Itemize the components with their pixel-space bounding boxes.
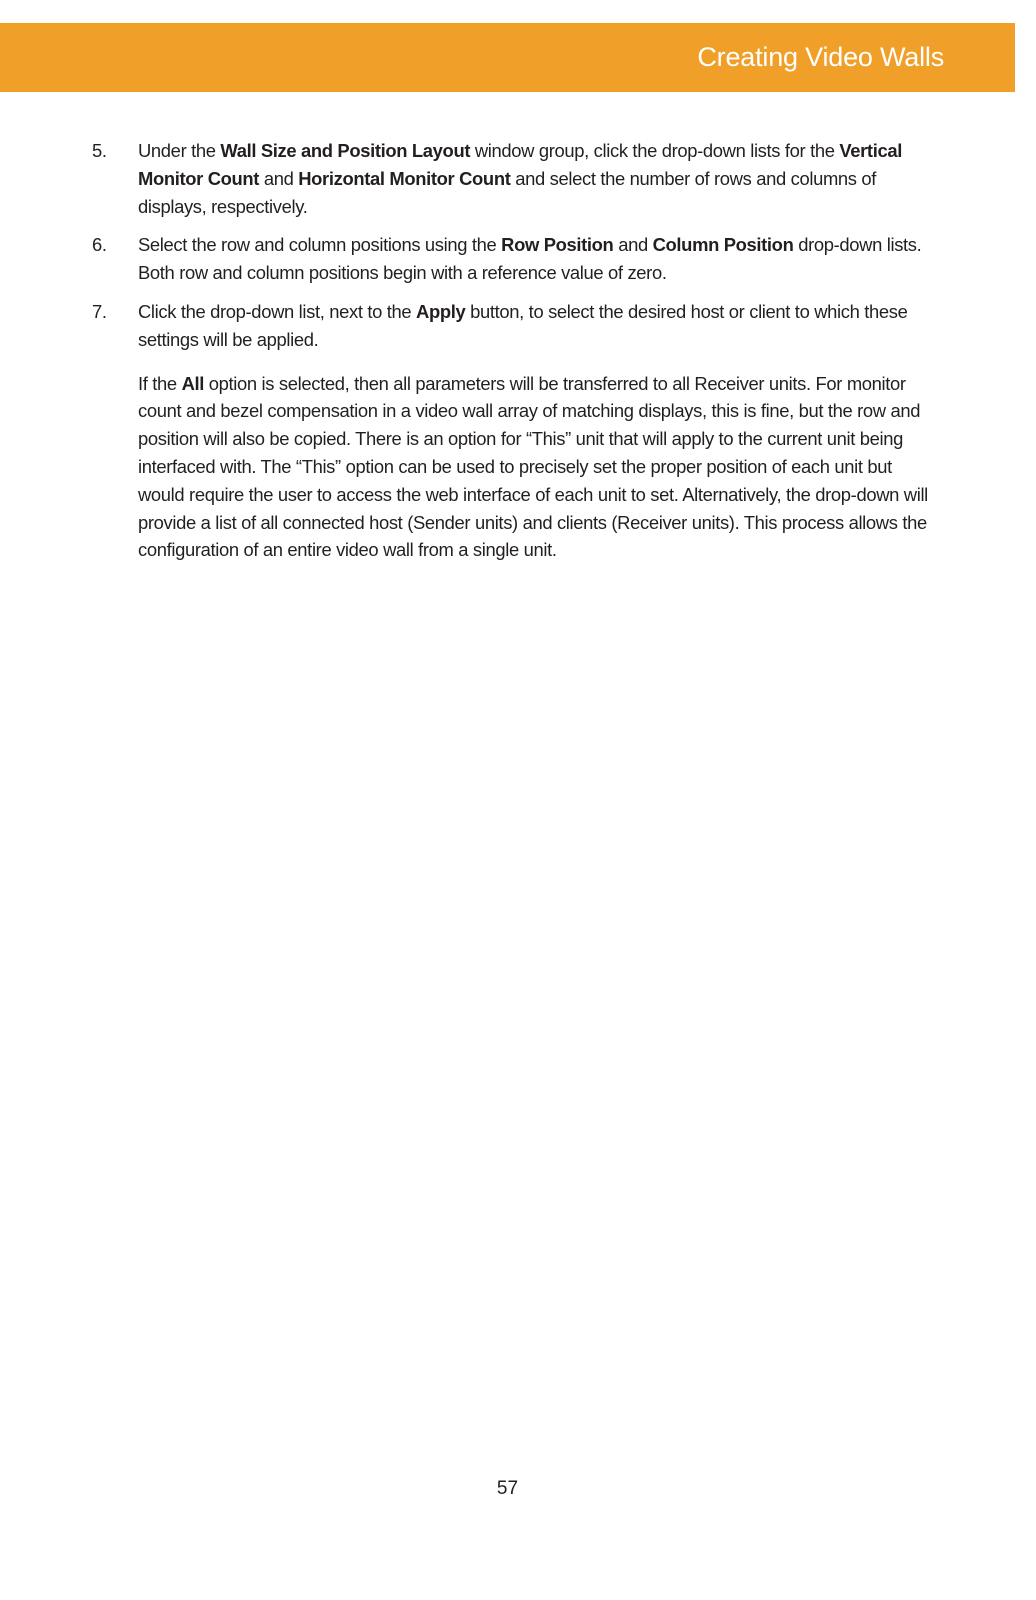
step-text	[138, 137, 932, 220]
text-run: and	[613, 234, 653, 256]
text-run: Select the row and column positions using the	[138, 234, 502, 256]
step-7	[92, 298, 932, 354]
bold-term: Horizontal Monitor Count	[298, 167, 511, 189]
bold-term: Column Position	[652, 234, 794, 256]
step-text	[138, 231, 932, 287]
page-number: 57	[496, 1478, 519, 1499]
text-run: and	[259, 167, 299, 189]
text-run: Under the	[138, 140, 221, 161]
step-6	[92, 231, 932, 287]
bold-term: All	[181, 372, 205, 394]
section-title: Creating Video Walls	[697, 42, 944, 72]
document-body	[92, 137, 932, 564]
text-run: option is selected, then all parameters will be transferred to all Receiver units. For monitor count and bezel compensation in a video wall array of matching displays, this is fine, but the row and position will also be copied. There is an option for “This” unit that will apply to the current unit being interfaced with. The “This” option can be used to precisely set the proper position of each unit but would require the user to access the web interface of each unit to set. Alternatively, the drop-down will provide a list of all connected host (Sender units) and clients (Receiver units). This process allows the configuration of an entire video wall from a single unit.	[138, 372, 928, 561]
step-text	[138, 298, 932, 354]
text-run: button, to select the desired host or client to which these settings will be applied.	[138, 300, 908, 350]
step-5	[92, 137, 932, 220]
bold-term: Apply	[416, 300, 466, 322]
text-run: drop-down lists. Both row and column positions begin with a reference value of zero.	[138, 234, 922, 284]
step-number: 6.	[92, 234, 107, 256]
text-run: window group, click the drop-down lists for the	[470, 140, 840, 161]
bold-term: Wall Size and Position Layout	[220, 140, 471, 161]
bold-term: Row Position	[501, 234, 614, 256]
text-run: If the	[138, 372, 182, 394]
bold-term: Vertical Monitor Count	[138, 140, 902, 189]
text-run: Click the drop-down list, next to the	[138, 300, 417, 322]
note-paragraph	[92, 370, 932, 565]
step-number: 7.	[92, 300, 107, 322]
step-number: 5.	[92, 140, 107, 161]
text-run: and select the number of rows and columns of displays, respectively.	[138, 167, 877, 217]
